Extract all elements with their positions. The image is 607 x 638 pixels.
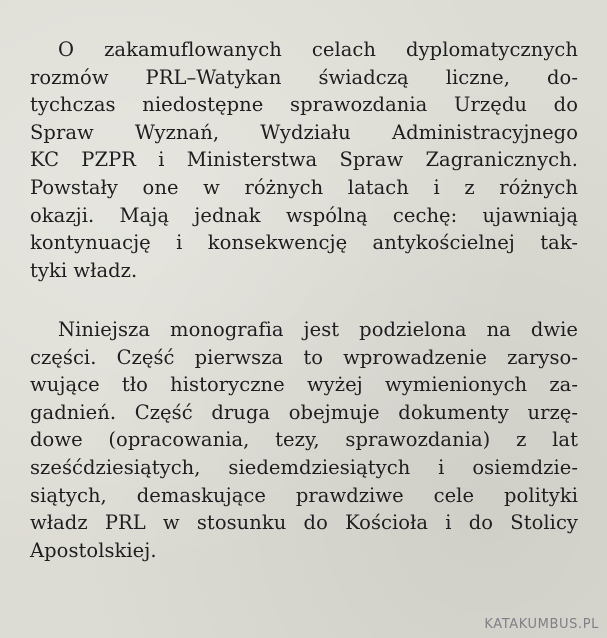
paragraph-1 (30, 36, 578, 284)
paragraph-line: władz PRL w stosunku do Kościoła i do Stolicy (30, 511, 578, 535)
paragraph-line: okazji. Mają jednak wspólną cechę: ujawniają (30, 203, 578, 227)
paragraph-line: siątych, demaskujące prawdziwe cele polityki (30, 483, 578, 507)
paragraph-line: kontynuację i konsekwencję antykościelnej tak- (30, 231, 578, 255)
paragraph-2 (30, 316, 578, 564)
paragraph-line: tyki władz. (30, 258, 138, 282)
paragraph-line: wujące tło historyczne wyżej wymienionych za- (30, 373, 578, 397)
paragraph-line: części. Część pierwsza to wprowadzenie zaryso- (30, 345, 578, 369)
paragraph-line: Niniejsza monografia jest podzielona na dwie (58, 318, 578, 341)
paragraph-line: Spraw Wyznań, Wydziału Administracyjnego (30, 120, 578, 144)
watermark: KATAKUMBUS.PL (484, 617, 599, 632)
paragraph-line: sześćdziesiątych, siedemdziesiątych i osiemdzie- (30, 455, 578, 479)
paragraph-line: Powstały one w różnych latach i z różnych (30, 175, 578, 199)
paragraph-line: tychczas niedostępne sprawozdania Urzędu do (30, 93, 578, 117)
paragraph-line: rozmów PRL–Watykan świadczą liczne, do- (30, 65, 578, 89)
paragraph-line: O zakamuflowanych celach dyplomatycznych (58, 38, 578, 61)
paragraph-line: KC PZPR i Ministerstwa Spraw Zagranicznych. (30, 148, 578, 172)
paragraph-line: Apostolskiej. (30, 538, 157, 562)
paragraph-line: dowe (opracowania, tezy, sprawozdania) z lat (30, 428, 578, 452)
paragraph-line: gadnień. Część druga obejmuje dokumenty urzę- (30, 400, 578, 424)
